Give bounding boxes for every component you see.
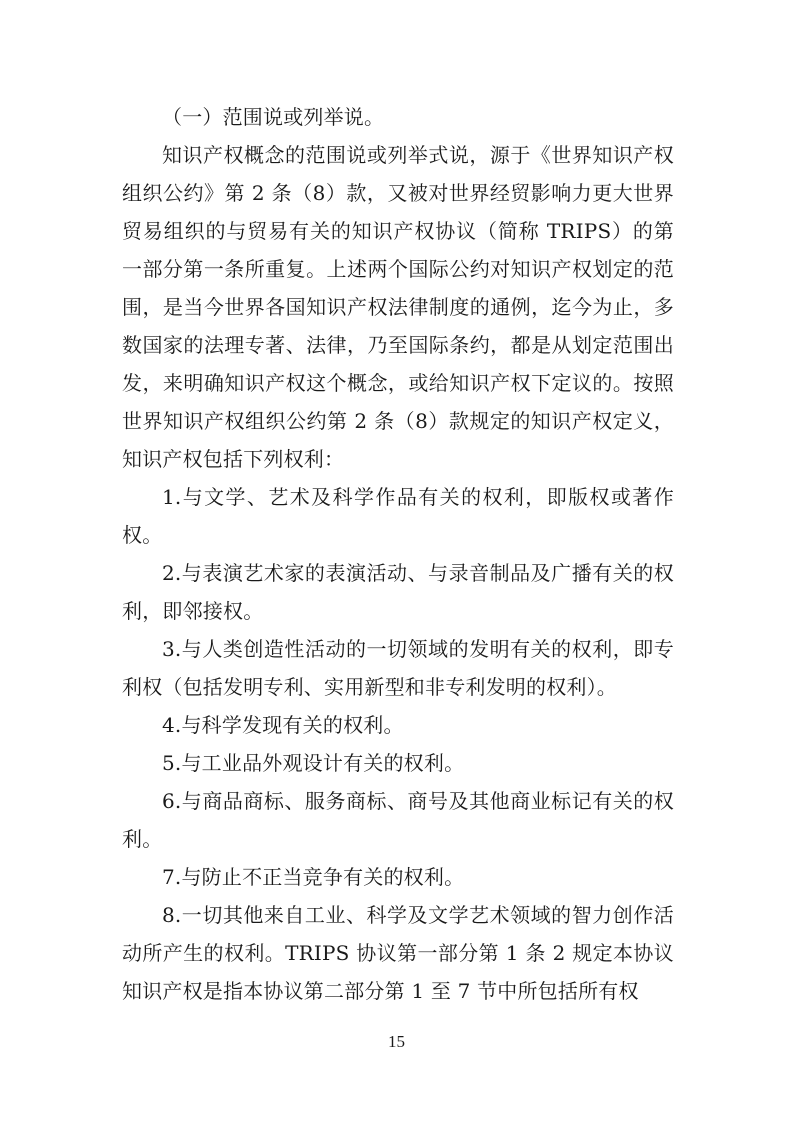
list-item-5: 5.与工业品外观设计有关的权利。	[162, 751, 465, 775]
intro-paragraph: 知识产权概念的范围说或列举式说，源于《世界知识产权组织公约》第 2 条（8）款，又被对世界经贸影响力更大世界贸易组织的与贸易有关的知识产权协议（简称 TRIPS）的第一部分第一条所重复。上述两个国际公约对知识产权划定的范围，是当今世界各国知识产权法律制度的通例，迄今为止，多数国家的法理专著、法律，乃至国际条约，都是从划定范围出发，来明确知识产权这个概念，或给知识产权下定议的。按照世界知识产权组织公约第 2 条（8）款规定的知识产权定义，知识产权包括下列权利：	[122, 143, 674, 471]
list-item-2: 2.与表演艺术家的表演活动、与录音制品及广播有关的权利，即邻接权。	[122, 561, 674, 623]
section-heading: （一）范围说或列举说。	[162, 105, 385, 129]
list-item-7: 7.与防止不正当竞争有关的权利。	[162, 865, 465, 889]
list-item-6: 6.与商品商标、服务商标、商号及其他商业标记有关的权利。	[122, 789, 674, 851]
list-item-3: 3.与人类创造性活动的一切领域的发明有关的权利，即专利权（包括发明专利、实用新型和非专利发明的权利）。	[122, 637, 674, 699]
list-item-4: 4.与科学发现有关的权利。	[162, 713, 404, 737]
body-text	[122, 98, 674, 1010]
list-item-8: 8.一切其他来自工业、科学及文学艺术领域的智力创作活动所产生的权利。TRIPS 协议第一部分第 1 条 2 规定本协议知识产权是指本协议第二部分第 1 至 7 节中所包括所有权	[122, 903, 674, 1003]
list-item-1: 1.与文学、艺术及科学作品有关的权利，即版权或著作权。	[122, 485, 674, 547]
page-number: 15	[388, 1032, 405, 1051]
